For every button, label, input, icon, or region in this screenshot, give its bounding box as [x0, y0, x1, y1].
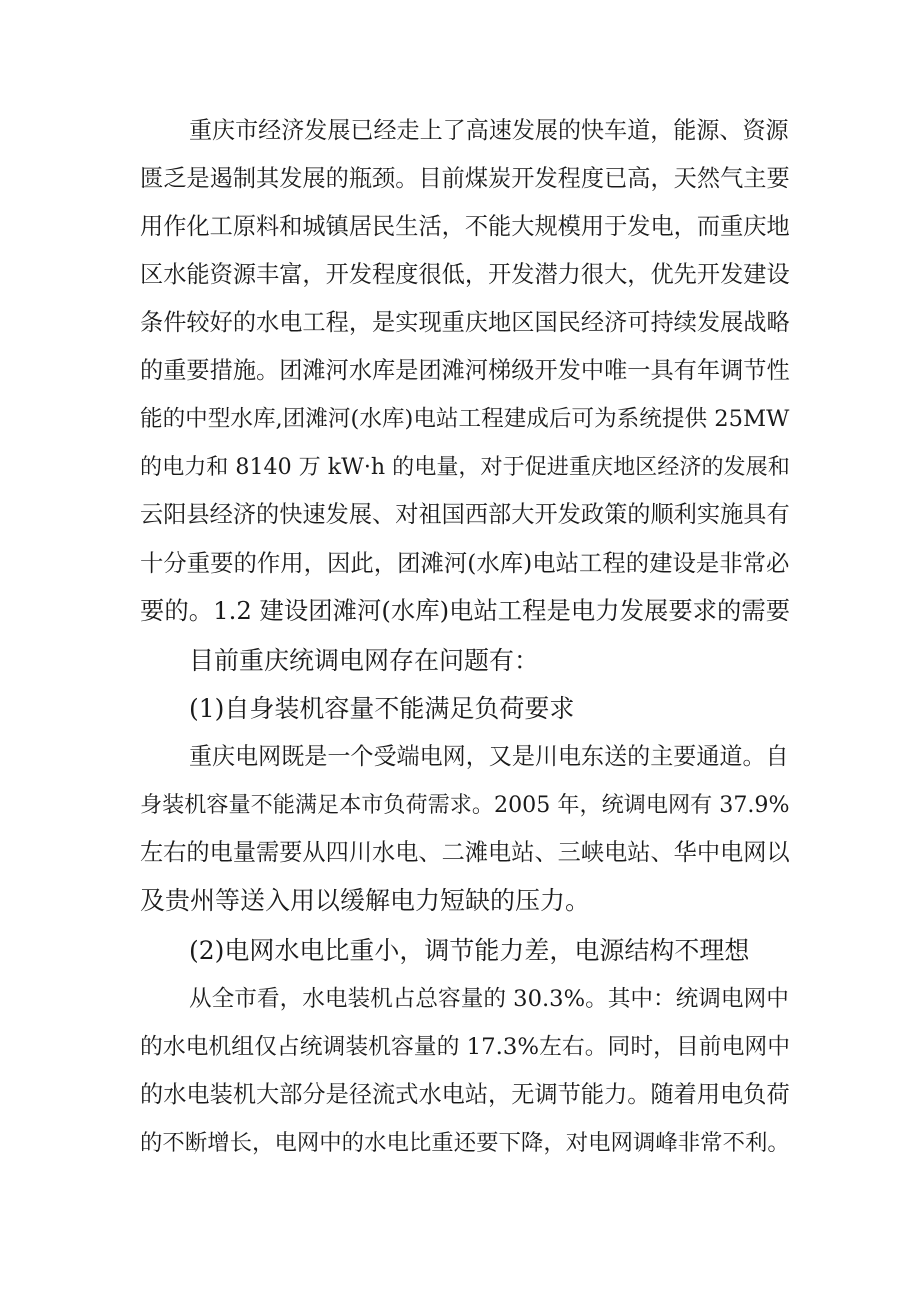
paragraph-1-line-10: 十分重要的作用，因此，团滩河(水库)电站工程的建设是非常必 [140, 549, 790, 577]
paragraph-6-line-1: 从全市看，水电装机占总容量的 30.3%。其中：统调电网中 [189, 986, 789, 1012]
paragraph-1-line-9: 云阳县经济的快速发展、对祖国西部大开发政策的顺利实施具有 [140, 501, 790, 528]
paragraph-1-line-8: 的电力和 8140 万 kW·h 的电量，对于促进重庆地区经济的发展和 [140, 454, 790, 480]
paragraph-4-line-1: 重庆电网既是一个受端电网，又是川电东送的主要通道。自 [189, 744, 789, 770]
paragraph-1-line-3: 用作化工原料和城镇居民生活，不能大规模用于发电，而重庆地 [140, 213, 790, 240]
paragraph-6-line-3: 的水电装机大部分是径流式水电站，无调节能力。随着用电负荷 [140, 1081, 790, 1108]
paragraph-4-line-2: 身装机容量不能满足本市负荷需求。2005 年，统调电网有 37.9% [140, 792, 790, 818]
paragraph-1-line-1: 重庆市经济发展已经走上了高速发展的快车道，能源、资源 [189, 118, 789, 144]
paragraph-1-line-7: 能的中型水库,团滩河(水库)电站工程建成后可为系统提供 25MW [140, 406, 790, 432]
paragraph-1-line-4: 区水能资源丰富，开发程度很低，开发潜力很大，优先开发建设 [140, 261, 790, 288]
paragraph-4-line-4: 及贵州等送入用以缓解电力短缺的压力。 [140, 886, 591, 915]
paragraph-6-line-2: 的水电机组仅占统调装机容量的 17.3%左右。同时，目前电网中 [140, 1034, 791, 1060]
paragraph-1-line-2: 匮乏是遏制其发展的瓶颈。目前煤炭开发程度已高，天然气主要 [140, 165, 790, 192]
paragraph-1-line-11: 要的。1.2 建设团滩河(水库)电站工程是电力发展要求的需要 [140, 596, 791, 625]
paragraph-2-line-1: 目前重庆统调电网存在问题有： [189, 646, 540, 675]
paragraph-1-line-5: 条件较好的水电工程，是实现重庆地区国民经济可持续发展战略 [140, 309, 790, 336]
paragraph-6-line-4: 的不断增长，电网中的水电比重还要下降，对电网调峰非常不利。 [140, 1130, 790, 1156]
paragraph-4-line-3: 左右的电量需要从四川水电、二滩电站、三峡电站、华中电网以 [140, 839, 790, 866]
section-heading-1: (1)自身装机容量不能满足负荷要求 [189, 694, 575, 723]
section-heading-2: (2)电网水电比重小，调节能力差，电源结构不理想 [189, 936, 750, 965]
paragraph-1-line-6: 的重要措施。团滩河水库是团滩河梯级开发中唯一具有年调节性 [140, 357, 790, 384]
